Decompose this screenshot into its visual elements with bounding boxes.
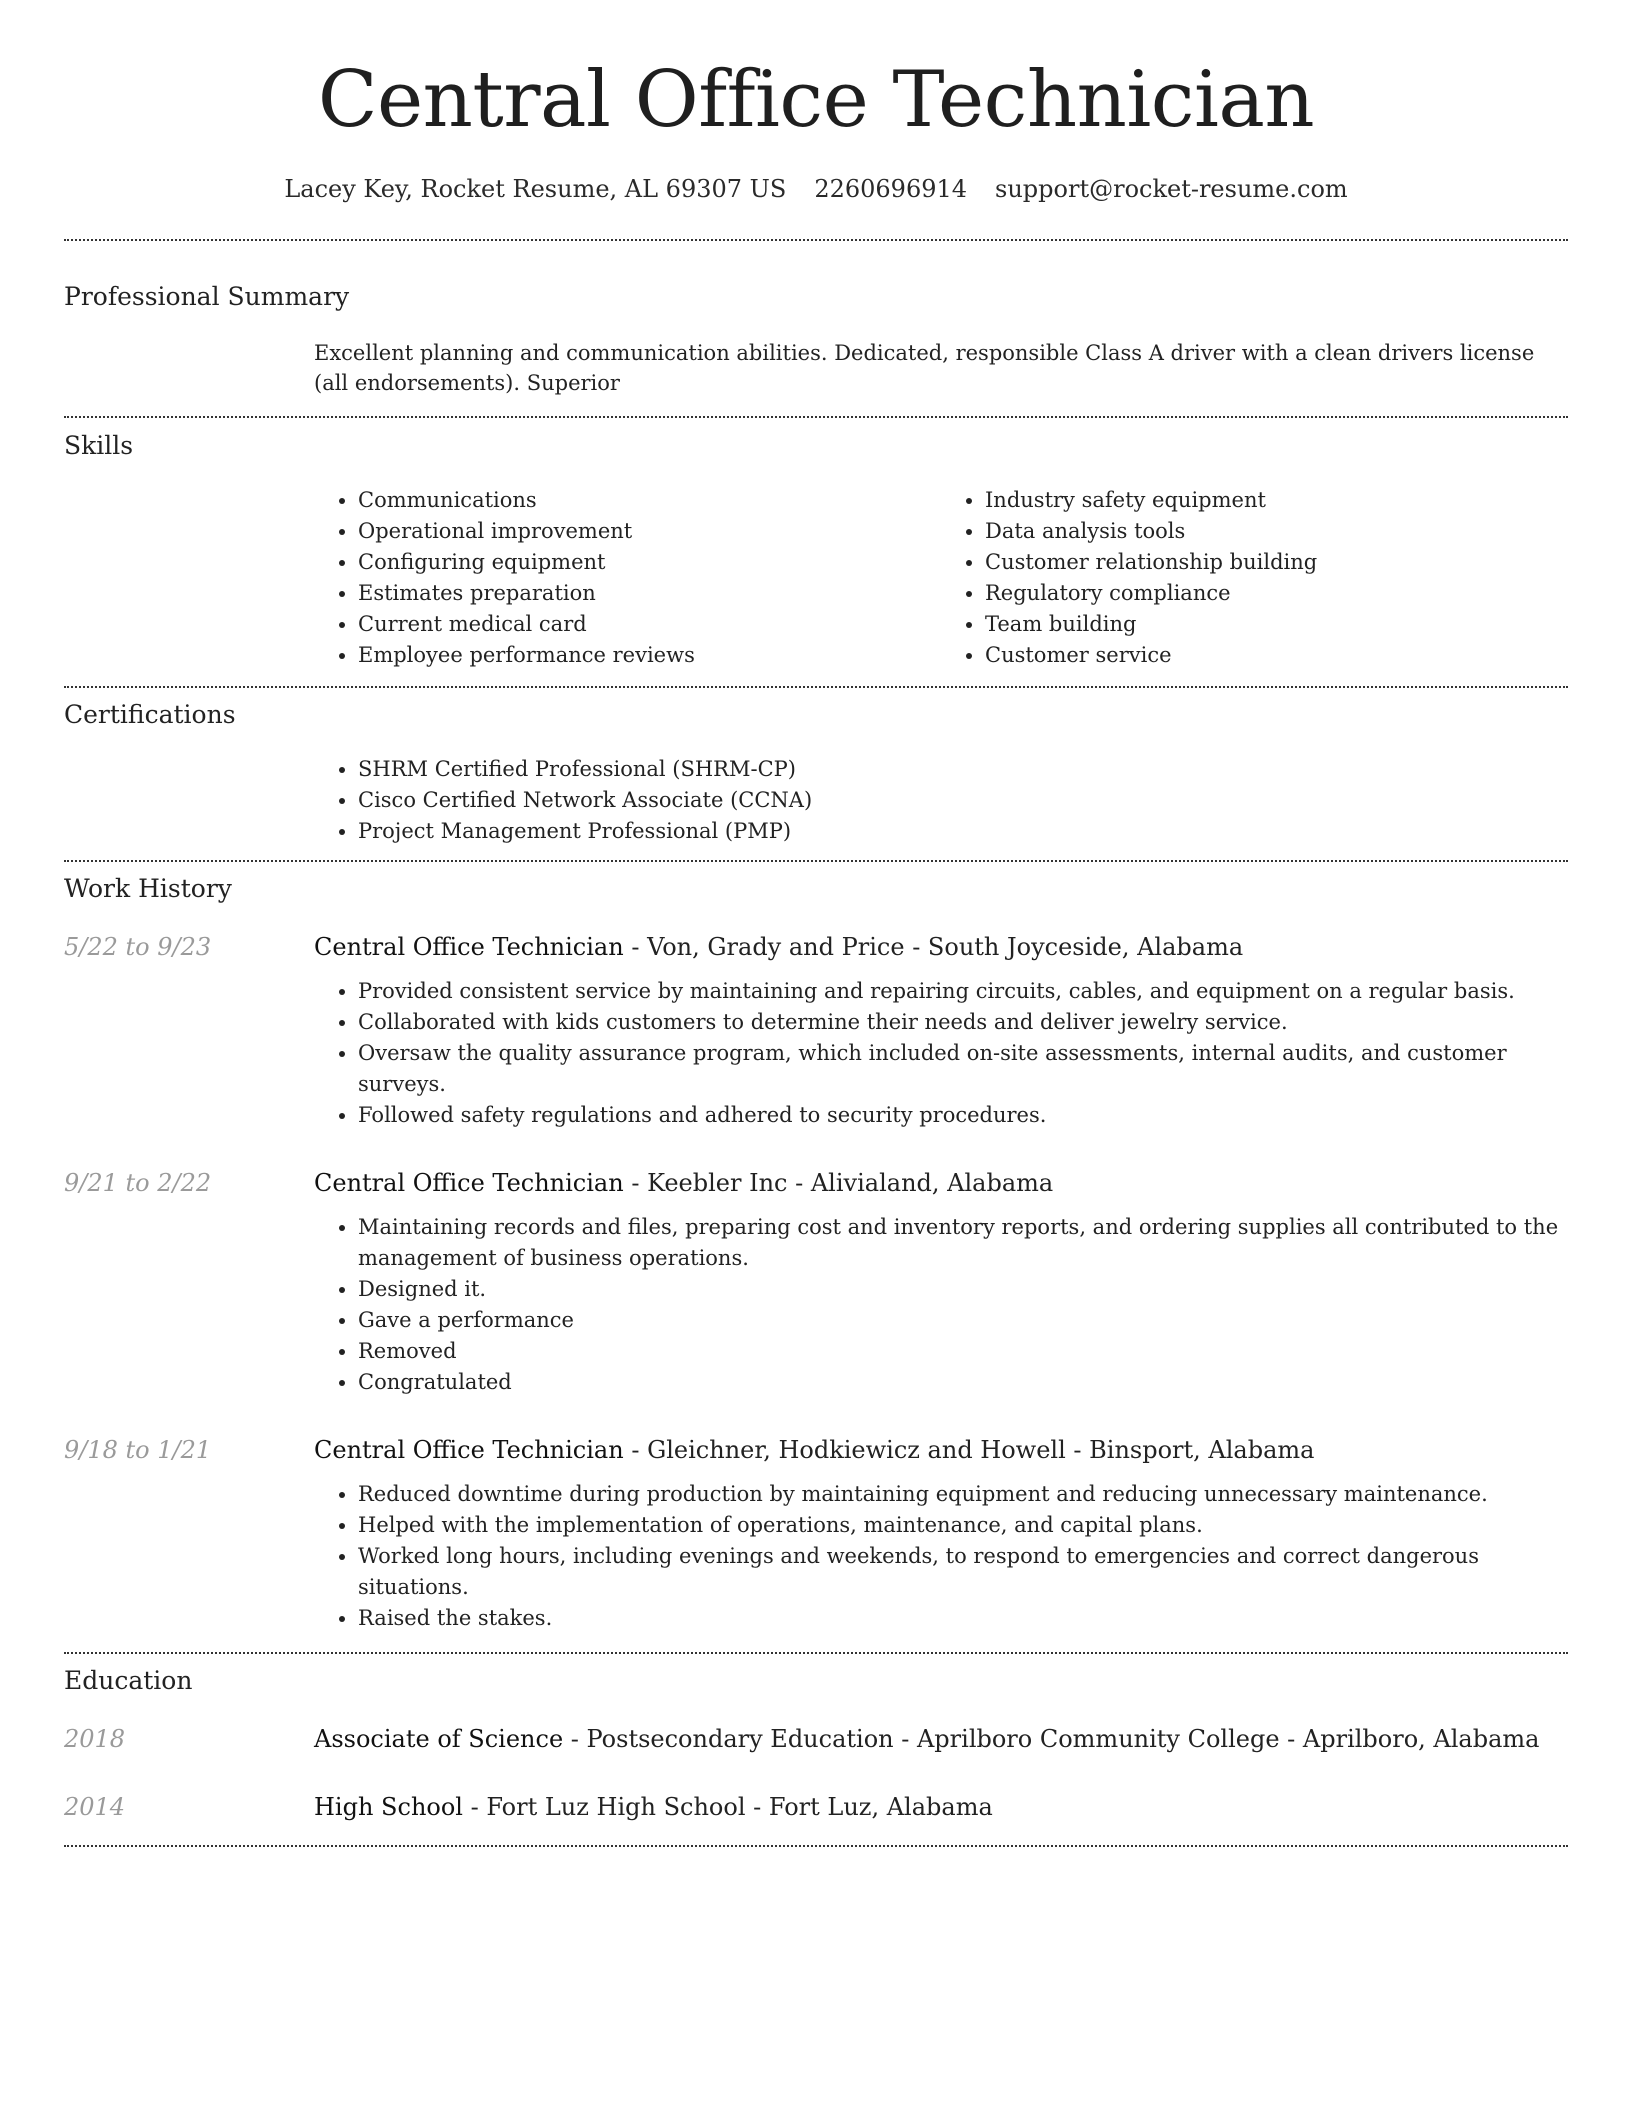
skills-right-column: [941, 485, 1568, 671]
certifications-section: [64, 699, 1568, 847]
skills-heading: Skills: [64, 431, 134, 460]
summary-section: [64, 281, 1568, 398]
section-divider: [64, 1652, 1568, 1654]
summary-heading: Professional Summary: [64, 282, 350, 311]
job-dates: 9/21 to 2/22: [64, 1169, 212, 1197]
skill-item: • Industry safety equipment: [985, 485, 1568, 516]
education-degree: High School: [314, 1793, 463, 1821]
education-year: 2014: [64, 1793, 126, 1821]
section-divider: [64, 686, 1568, 688]
skill-item: • Customer relationship building: [985, 547, 1568, 578]
skills-section: [64, 430, 1568, 671]
job-role: Central Office Technician: [314, 933, 624, 961]
job-title-line: [314, 1167, 1568, 1199]
education-section: [64, 1665, 1568, 1823]
work-history-section: [64, 873, 1568, 1634]
contact-address: Lacey Key, Rocket Resume, AL 69307 US: [284, 175, 787, 203]
job-bullet: • Helped with the implementation of operations, maintenance, and capital plans.: [358, 1510, 1568, 1541]
job-entry: [64, 1434, 1568, 1634]
education-degree: Associate of Science: [314, 1725, 564, 1753]
section-divider: [64, 1845, 1568, 1847]
summary-text: Excellent planning and communication abilities. Dedicated, responsible Class A driver with a clean drivers license (all endorsements). Superior: [314, 341, 1535, 395]
certification-item: • Project Management Professional (PMP): [358, 816, 1568, 847]
skill-item: • Employee performance reviews: [358, 640, 941, 671]
resume-page: [64, 0, 1568, 1847]
certifications-list: [314, 754, 1568, 847]
job-bullets: [314, 1479, 1568, 1634]
certification-item: • Cisco Certified Network Associate (CCNA): [358, 785, 1568, 816]
skill-item: • Configuring equipment: [358, 547, 941, 578]
job-entry: [64, 1167, 1568, 1398]
job-entry: [64, 931, 1568, 1131]
job-dates: 9/18 to 1/21: [64, 1436, 212, 1464]
education-entry: [64, 1791, 1568, 1823]
job-title-line: [314, 1434, 1568, 1466]
job-bullet: • Maintaining records and files, preparing cost and inventory reports, and ordering supplies all contributed to the management of business operations.: [358, 1212, 1568, 1274]
section-divider: [64, 416, 1568, 418]
skill-item: • Data analysis tools: [985, 516, 1568, 547]
skill-item: • Current medical card: [358, 609, 941, 640]
job-bullet: • Provided consistent service by maintaining and repairing circuits, cables, and equipment on a regular basis.: [358, 976, 1568, 1007]
job-company: - Von, Grady and Price - South Joyceside, Alabama: [623, 933, 1244, 961]
education-entry: [64, 1723, 1568, 1755]
education-year: 2018: [64, 1725, 126, 1753]
job-company: - Gleichner, Hodkiewicz and Howell - Binsport, Alabama: [623, 1436, 1315, 1464]
job-bullets: [314, 976, 1568, 1131]
education-school: - Fort Luz High School - Fort Luz, Alabama: [462, 1793, 993, 1821]
skill-item: • Operational improvement: [358, 516, 941, 547]
skill-item: • Regulatory compliance: [985, 578, 1568, 609]
job-bullet: • Removed: [358, 1336, 1568, 1367]
skill-item: • Team building: [985, 609, 1568, 640]
job-bullet: • Gave a performance: [358, 1305, 1568, 1336]
skills-left-column: [314, 485, 941, 671]
job-bullet: • Reduced downtime during production by maintaining equipment and reducing unnecessary maintenance.: [358, 1479, 1568, 1510]
contact-email: support@rocket-resume.com: [995, 175, 1348, 203]
contact-line: [64, 174, 1568, 204]
job-bullet: • Collaborated with kids customers to determine their needs and deliver jewelry service.: [358, 1007, 1568, 1038]
job-bullet: • Congratulated: [358, 1367, 1568, 1398]
job-bullet: • Raised the stakes.: [358, 1603, 1568, 1634]
job-bullet: • Oversaw the quality assurance program, which included on-site assessments, internal audits, and customer surveys.: [358, 1038, 1568, 1100]
work-history-heading: Work History: [64, 874, 232, 903]
certification-item: • SHRM Certified Professional (SHRM-CP): [358, 754, 1568, 785]
skill-item: • Communications: [358, 485, 941, 516]
job-company: - Keebler Inc - Alivialand, Alabama: [623, 1169, 1054, 1197]
job-role: Central Office Technician: [314, 1436, 624, 1464]
resume-title: Central Office Technician: [317, 55, 1315, 145]
section-divider: [64, 860, 1568, 862]
job-title-line: [314, 931, 1568, 963]
skill-item: • Customer service: [985, 640, 1568, 671]
job-dates: 5/22 to 9/23: [64, 933, 212, 961]
job-bullet: • Designed it.: [358, 1274, 1568, 1305]
job-role: Central Office Technician: [314, 1169, 624, 1197]
contact-phone: 2260696914: [814, 175, 968, 203]
skills-list: [64, 485, 1568, 671]
certifications-heading: Certifications: [64, 700, 236, 729]
job-bullets: [314, 1212, 1568, 1398]
education-school: - Postsecondary Education - Aprilboro Community College - Aprilboro, Alabama: [563, 1725, 1540, 1753]
job-bullet: • Followed safety regulations and adhered to security procedures.: [358, 1100, 1568, 1131]
job-bullet: • Worked long hours, including evenings and weekends, to respond to emergencies and correct dangerous situations.: [358, 1541, 1568, 1603]
education-heading: Education: [64, 1666, 193, 1695]
skill-item: • Estimates preparation: [358, 578, 941, 609]
section-divider: [64, 239, 1568, 241]
